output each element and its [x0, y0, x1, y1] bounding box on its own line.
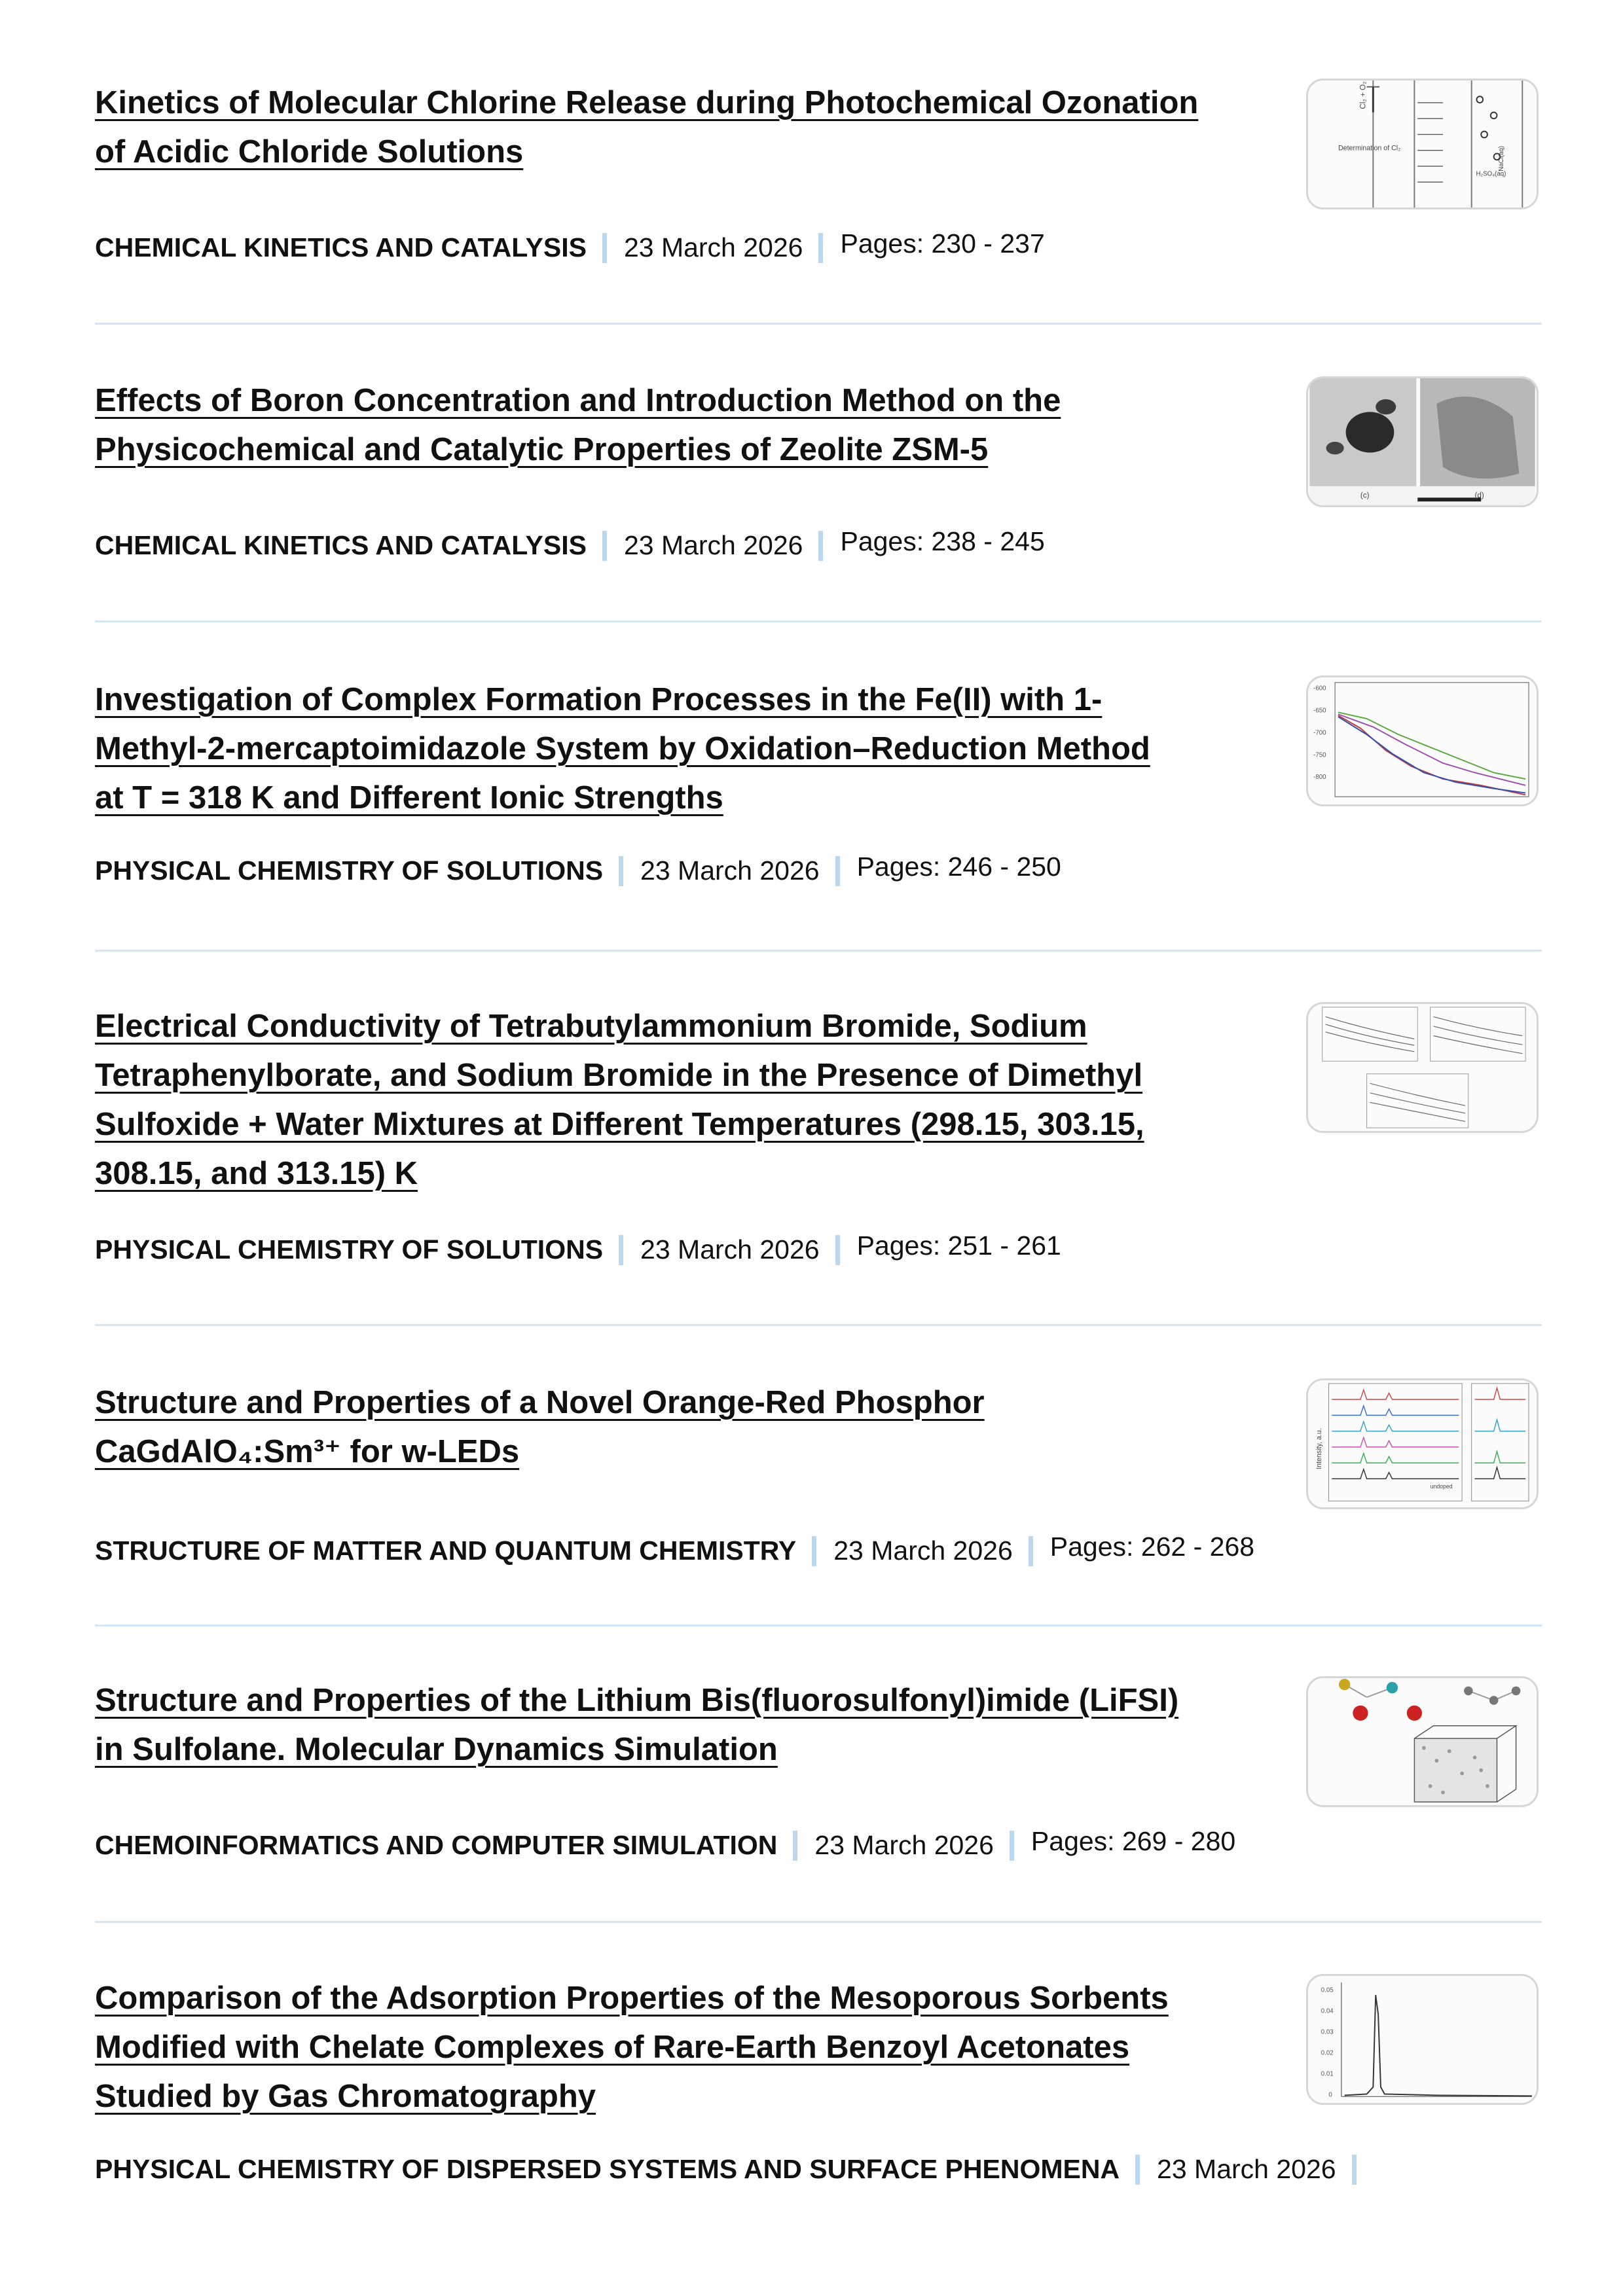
article-title-link[interactable]: Comparison of the Adsorption Properties of the Mesoporous Sorbents Modified with Chelate Complexes of Rare-Earth Benzoyl Acetonates Studied by Gas Chromatography — [95, 1981, 1169, 2114]
article-section: PHYSICAL CHEMISTRY OF SOLUTIONS — [95, 855, 604, 886]
article-title-link[interactable]: Effects of Boron Concentration and Introduction Method on the Physicochemical and Catalytic Properties of Zeolite ZSM-5 — [95, 383, 1061, 467]
figure-label: Intensity, a.u. — [1315, 1428, 1323, 1469]
divider — [95, 1921, 1542, 1923]
meta-separator — [793, 1831, 797, 1861]
divider — [95, 950, 1542, 952]
article-section: STRUCTURE OF MATTER AND QUANTUM CHEMISTRY — [95, 1535, 797, 1566]
article-thumbnail[interactable] — [1306, 1974, 1539, 2105]
article-title-link[interactable]: Investigation of Complex Formation Processes in the Fe(II) with 1- Methyl-2-mercaptoimidazole System by Oxidation–Reduction Method at T = 318 K and Different Ionic Strengths — [95, 682, 1150, 816]
article-date: 23 March 2026 — [1157, 2154, 1336, 2184]
divider — [95, 620, 1542, 622]
article-title[interactable] — [95, 675, 1241, 823]
meta-separator — [1352, 2155, 1357, 2185]
article-title-link[interactable]: Structure and Properties of a Novel Orange-Red Phosphor CaGdAlO₄:Sm³⁺ for w-LEDs — [95, 1385, 985, 1469]
meta-separator — [1029, 1536, 1033, 1566]
figure-image — [1308, 1380, 1537, 1507]
figure-label: 0.04 — [1321, 2007, 1334, 2015]
figure-label: (d) — [1474, 491, 1484, 500]
figure-image — [1308, 1678, 1537, 1805]
article-pages: Pages: 269 - 280 — [1030, 1826, 1236, 1856]
article-thumbnail[interactable] — [1306, 675, 1539, 806]
figure-label: undoped — [1430, 1482, 1453, 1490]
article-pages: Pages: 238 - 245 — [840, 526, 1045, 556]
figure-label: -800 — [1313, 774, 1326, 781]
article-thumbnail[interactable] — [1306, 79, 1539, 209]
article-section: CHEMICAL KINETICS AND CATALYSIS — [95, 232, 587, 262]
article-title[interactable] — [95, 1002, 1241, 1198]
meta-separator — [835, 856, 840, 886]
article-date: 23 March 2026 — [833, 1535, 1013, 1566]
figure-label: 0.03 — [1321, 2028, 1334, 2036]
figure-label: 0.02 — [1321, 2049, 1334, 2057]
figure-label: -650 — [1313, 707, 1326, 715]
meta-separator — [619, 1235, 623, 1265]
article-title[interactable] — [95, 1974, 1241, 2121]
article-pages: Pages: 251 - 261 — [856, 1230, 1061, 1261]
figure-label: 0.01 — [1321, 2070, 1334, 2078]
meta-separator — [619, 856, 623, 886]
meta-separator — [818, 233, 823, 263]
article-title-link[interactable]: Kinetics of Molecular Chlorine Release during Photochemical Ozonation of Acidic Chloride Solutions — [95, 85, 1199, 170]
article-title[interactable] — [95, 1676, 1241, 1774]
article-section: PHYSICAL CHEMISTRY OF SOLUTIONS — [95, 1234, 604, 1265]
figure-label: -600 — [1313, 685, 1326, 692]
article-thumbnail[interactable] — [1306, 1002, 1539, 1133]
article-title[interactable] — [95, 79, 1241, 177]
figure-label: Cl₂ + O₂ — [1359, 81, 1368, 109]
meta-separator — [1010, 1831, 1014, 1861]
figure-label: (c) — [1360, 491, 1370, 500]
article-meta — [95, 1230, 1061, 1265]
article-thumbnail[interactable] — [1306, 1676, 1539, 1807]
meta-separator — [835, 1235, 840, 1265]
divider — [95, 1324, 1542, 1326]
figure-label: Determination of Cl₂ — [1338, 144, 1401, 152]
figure-label: -700 — [1313, 729, 1326, 737]
divider — [95, 1624, 1542, 1626]
meta-separator — [602, 531, 607, 561]
article-thumbnail[interactable] — [1306, 376, 1539, 507]
meta-separator — [1135, 2155, 1140, 2185]
figure-label: 0.05 — [1321, 1986, 1334, 1994]
figure-label: NaCl(aq) — [1498, 145, 1506, 171]
article-date: 23 March 2026 — [814, 1830, 994, 1860]
article-thumbnail[interactable] — [1306, 1378, 1539, 1509]
article-meta — [95, 526, 1045, 561]
figure-image — [1308, 378, 1537, 505]
article-date: 23 March 2026 — [640, 1234, 820, 1265]
article-pages: Pages: 230 - 237 — [840, 228, 1045, 259]
article-date: 23 March 2026 — [623, 232, 803, 262]
figure-label: H₂SO₄(aq) — [1476, 170, 1506, 178]
article-section: CHEMICAL KINETICS AND CATALYSIS — [95, 530, 587, 560]
article-meta — [95, 1532, 1255, 1566]
article-meta — [95, 228, 1045, 263]
article-title-link[interactable]: Structure and Properties of the Lithium Bis(fluorosulfonyl)imide (LiFSI) in Sulfolane. Molecular Dynamics Simulation — [95, 1683, 1179, 1767]
article-date: 23 March 2026 — [623, 530, 803, 560]
figure-label: 0 — [1328, 2091, 1332, 2099]
meta-separator — [818, 531, 823, 561]
article-title-link[interactable]: Electrical Conductivity of Tetrabutylammonium Bromide, Sodium Tetraphenylborate, and Sodium Bromide in the Presence of Dimethyl Sulfoxide + Water Mixtures at Different Temperatures (298.15, 303.15, 308.15, and 313.15) K — [95, 1009, 1144, 1191]
figure-image — [1308, 677, 1537, 804]
meta-separator — [812, 1536, 816, 1566]
article-meta — [95, 852, 1061, 886]
article-title[interactable] — [95, 376, 1241, 475]
article-section: CHEMOINFORMATICS AND COMPUTER SIMULATION — [95, 1830, 778, 1860]
article-section: PHYSICAL CHEMISTRY OF DISPERSED SYSTEMS AND SURFACE PHENOMENA — [95, 2154, 1120, 2184]
article-pages: Pages: 246 - 250 — [856, 852, 1061, 882]
figure-label: -750 — [1313, 751, 1326, 759]
divider — [95, 323, 1542, 325]
article-pages: Pages: 262 - 268 — [1049, 1532, 1255, 1562]
figure-image — [1308, 1976, 1537, 2103]
article-title[interactable] — [95, 1378, 1241, 1477]
figure-image — [1308, 81, 1537, 207]
article-meta — [95, 2154, 1374, 2185]
figure-image — [1308, 1004, 1537, 1131]
article-meta — [95, 1826, 1236, 1861]
article-date: 23 March 2026 — [640, 855, 820, 886]
meta-separator — [602, 233, 607, 263]
